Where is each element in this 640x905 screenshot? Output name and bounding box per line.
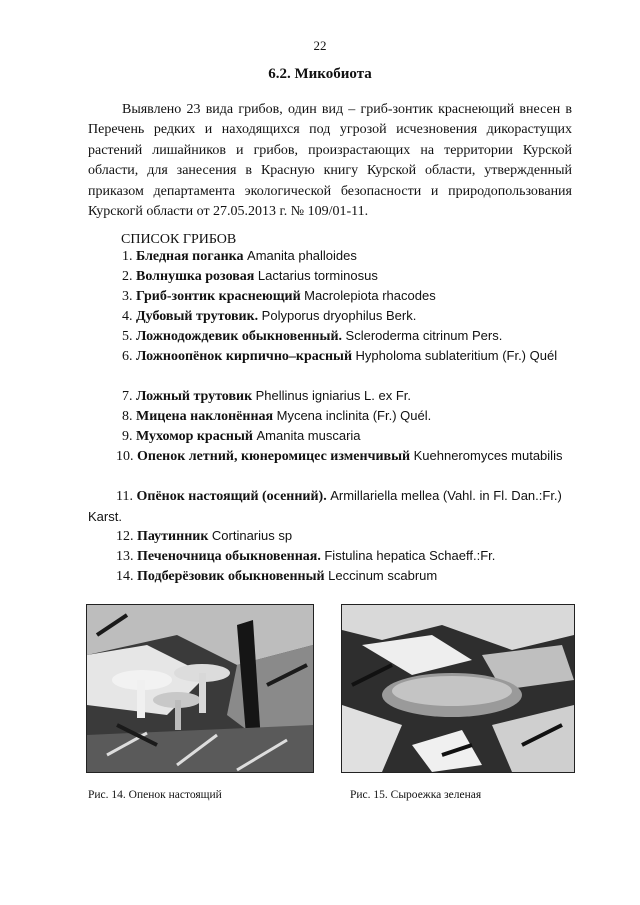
list-item: 13. Печеночница обыкновенная. Fistulina hepatica Schaeff.:Fr. — [116, 548, 496, 564]
list-item: 6. Ложноопёнок кирпично–красный Hypholoma sublateritium (Fr.) Quél — [122, 348, 558, 364]
list-item: 3. Гриб-зонтик краснеющий Macrolepiota rhacodes — [122, 288, 436, 304]
list-item: 11. Опёнок настоящий (осенний). Armillariella mellea (Vahl. in Fl. Dan.:Fr.) Karst. — [88, 488, 562, 524]
list-heading: СПИСОК ГРИБОВ — [121, 232, 237, 247]
page-number: 22 — [313, 38, 327, 53]
list-item: 7. Ложный трутовик Phellinus igniarius L. ex Fr. — [122, 388, 411, 404]
list-item: 14. Подберёзовик обыкновенный Leccinum scabrum — [116, 568, 438, 584]
photo-honey-fungus — [86, 604, 314, 773]
list-item: 2. Волнушка розовая Lactarius torminosus — [122, 268, 378, 284]
list-item: 12. Паутинник Cortinarius sp — [116, 528, 293, 544]
list-item: 5. Ложнодождевик обыкновенный. Scleroderma citrinum Pers. — [122, 328, 503, 344]
list-item: 10. Опенок летний, кюнеромицес изменчивый Kuehneromyces mutabilis — [116, 448, 563, 464]
list-item: 9. Мухомор красный Amanita muscaria — [122, 428, 361, 444]
section-title: 6.2. Микобиота — [268, 66, 372, 82]
intro-paragraph: Выявлено 23 вида грибов, один вид – гриб-зонтик краснеющий внесен в Перечень редких и находящихся под угрозой исчезновения дикорастущих растений лишайников и грибов, произрастающих на территории Курской области, для занесения в Красную книгу Курской области, утвержденный приказом департамента экологической безопасности и природопользования Курскогй области от 27.05.2013 г. № 109/01-11. — [88, 102, 572, 220]
list-item: 8. Мицена наклонённая Mycena inclinita (Fr.) Quél. — [122, 408, 432, 424]
figure-caption-14: Рис. 14. Опенок настоящий — [88, 789, 222, 801]
photo-green-russula — [341, 604, 575, 773]
figure-caption-15: Рис. 15. Сыроежка зеленая — [350, 789, 482, 801]
list-item: 1. Бледная поганка Amanita phalloides — [122, 248, 357, 264]
list-item: 4. Дубовый трутовик. Polyporus dryophilus Berk. — [122, 308, 417, 324]
